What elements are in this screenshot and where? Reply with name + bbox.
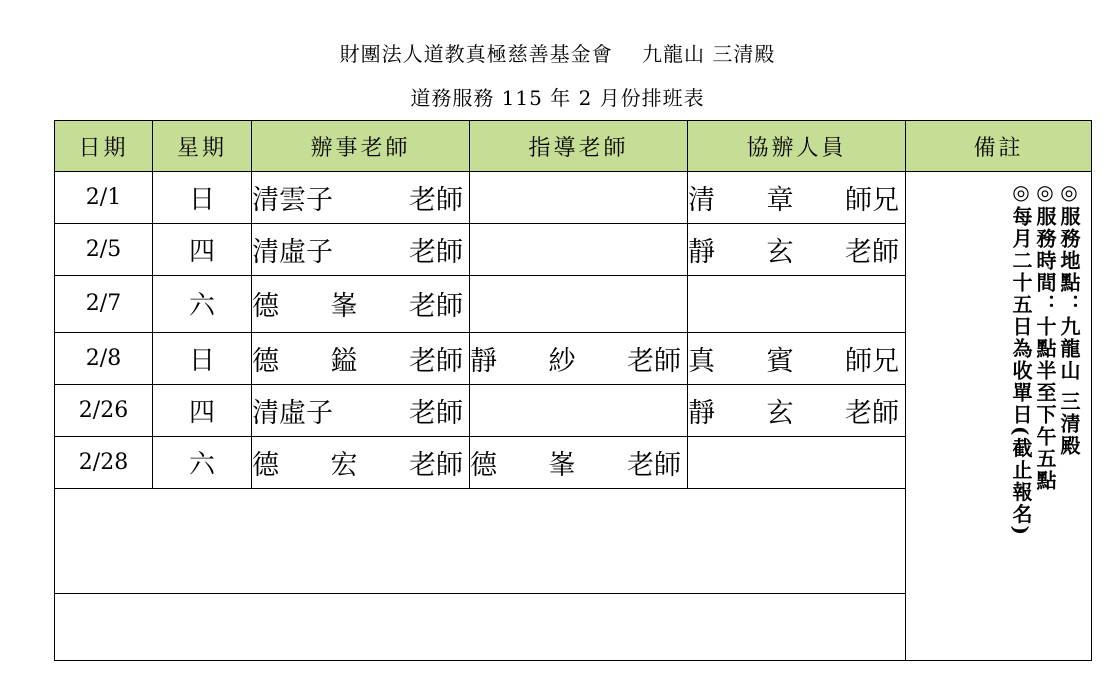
assistant-cell-text xyxy=(688,230,905,269)
assistant-cell-part: 老師 xyxy=(845,236,899,268)
header-assistant: 協辦人員 xyxy=(688,121,906,172)
assistant-cell-part: 真 xyxy=(688,345,715,377)
date-cell: 2/1 xyxy=(55,172,153,224)
note-line: ◎服務時間：十點半至下午五點 xyxy=(1033,180,1057,492)
guide-teacher-cell-text xyxy=(470,339,687,378)
assistant-cell-text xyxy=(688,178,905,217)
assistant-cell-part: 靜 xyxy=(688,236,715,268)
assistant-cell-part: 章 xyxy=(766,184,794,216)
guide-teacher-cell-part: 靜 xyxy=(470,345,497,377)
assistant-cell-part: 師兄 xyxy=(845,345,899,377)
duty-teacher-cell xyxy=(252,172,470,224)
assistant-cell-part: 賓 xyxy=(766,345,794,377)
header-guide-teacher: 指導老師 xyxy=(470,121,688,172)
assistant-cell xyxy=(688,223,906,275)
note-line: ◎每月二十五日為收單日(截止報名) xyxy=(1009,180,1033,537)
schedule-title: 道務服務 115 年 2 月份排班表 xyxy=(410,86,705,110)
header-date: 日期 xyxy=(55,121,153,172)
assistant-cell xyxy=(688,172,906,224)
duty-teacher-cell-part: 宏 xyxy=(330,449,358,481)
assistant-cell-part: 玄 xyxy=(766,236,794,268)
assistant-cell-part: 師兄 xyxy=(845,184,899,216)
weekday-cell: 四 xyxy=(153,223,252,275)
duty-teacher-cell-text xyxy=(252,443,469,482)
note-line: ◎服務地點：九龍山 三清殿 xyxy=(1057,180,1081,457)
duty-teacher-cell-part: 清虛子 xyxy=(252,236,333,268)
duty-teacher-cell xyxy=(252,384,470,436)
weekday-cell: 四 xyxy=(153,384,252,436)
header-row xyxy=(55,121,1092,172)
duty-teacher-cell-part: 老師 xyxy=(409,345,463,377)
duty-teacher-cell xyxy=(252,223,470,275)
assistant-cell xyxy=(688,384,906,436)
notes-text xyxy=(1009,180,1081,660)
guide-teacher-cell-part: 德 xyxy=(470,449,497,481)
guide-teacher-cell xyxy=(470,332,688,384)
date-cell: 2/7 xyxy=(55,275,153,332)
duty-teacher-cell-part: 老師 xyxy=(409,184,463,216)
guide-teacher-cell-text xyxy=(470,443,687,482)
weekday-cell: 六 xyxy=(153,275,252,332)
empty-row-cell xyxy=(55,488,906,593)
assistant-cell-part: 清 xyxy=(688,184,715,216)
table-row xyxy=(55,172,1092,224)
assistant-cell-text xyxy=(688,339,905,378)
guide-teacher-cell-part: 紗 xyxy=(548,345,576,377)
duty-teacher-cell-text xyxy=(252,339,469,378)
assistant-cell xyxy=(688,436,906,488)
duty-teacher-cell-part: 德 xyxy=(252,449,279,481)
empty-row-cell xyxy=(55,593,906,660)
duty-teacher-cell-text xyxy=(252,284,469,323)
guide-teacher-cell xyxy=(470,223,688,275)
weekday-cell: 日 xyxy=(153,172,252,224)
duty-teacher-cell-part: 老師 xyxy=(409,291,463,323)
date-cell: 2/28 xyxy=(55,436,153,488)
weekday-cell: 六 xyxy=(153,436,252,488)
assistant-cell xyxy=(688,275,906,332)
schedule-table xyxy=(54,120,1092,661)
assistant-cell-part: 玄 xyxy=(766,397,794,429)
duty-teacher-cell xyxy=(252,275,470,332)
organization-title: 財團法人道教真極慈善基金會 九龍山 三清殿 xyxy=(339,42,776,66)
duty-teacher-cell-text xyxy=(252,230,469,269)
assistant-cell-part: 靜 xyxy=(688,397,715,429)
assistant-cell-part: 老師 xyxy=(845,397,899,429)
duty-teacher-cell-part: 老師 xyxy=(409,397,463,429)
duty-teacher-cell xyxy=(252,332,470,384)
duty-teacher-cell xyxy=(252,436,470,488)
date-cell: 2/5 xyxy=(55,223,153,275)
guide-teacher-cell xyxy=(470,275,688,332)
duty-teacher-cell-part: 鎰 xyxy=(330,345,358,377)
guide-teacher-cell xyxy=(470,436,688,488)
assistant-cell xyxy=(688,332,906,384)
duty-teacher-cell-part: 峯 xyxy=(330,291,358,323)
guide-teacher-cell-part: 峯 xyxy=(548,449,576,481)
header-duty-teacher: 辦事老師 xyxy=(252,121,470,172)
duty-teacher-cell-text xyxy=(252,391,469,430)
guide-teacher-cell-part: 老師 xyxy=(627,345,681,377)
duty-teacher-cell-part: 德 xyxy=(252,291,279,323)
assistant-cell-text xyxy=(688,391,905,430)
notes-cell xyxy=(906,172,1092,661)
duty-teacher-cell-text xyxy=(252,178,469,217)
guide-teacher-cell xyxy=(470,384,688,436)
guide-teacher-cell xyxy=(470,172,688,224)
guide-teacher-cell-part: 老師 xyxy=(627,449,681,481)
header-notes: 備註 xyxy=(906,121,1092,172)
duty-teacher-cell-part: 清虛子 xyxy=(252,397,333,429)
header-weekday: 星期 xyxy=(153,121,252,172)
duty-teacher-cell-part: 老師 xyxy=(409,449,463,481)
duty-teacher-cell-part: 清雲子 xyxy=(252,184,333,216)
date-cell: 2/8 xyxy=(55,332,153,384)
date-cell: 2/26 xyxy=(55,384,153,436)
duty-teacher-cell-part: 老師 xyxy=(409,236,463,268)
weekday-cell: 日 xyxy=(153,332,252,384)
duty-teacher-cell-part: 德 xyxy=(252,345,279,377)
